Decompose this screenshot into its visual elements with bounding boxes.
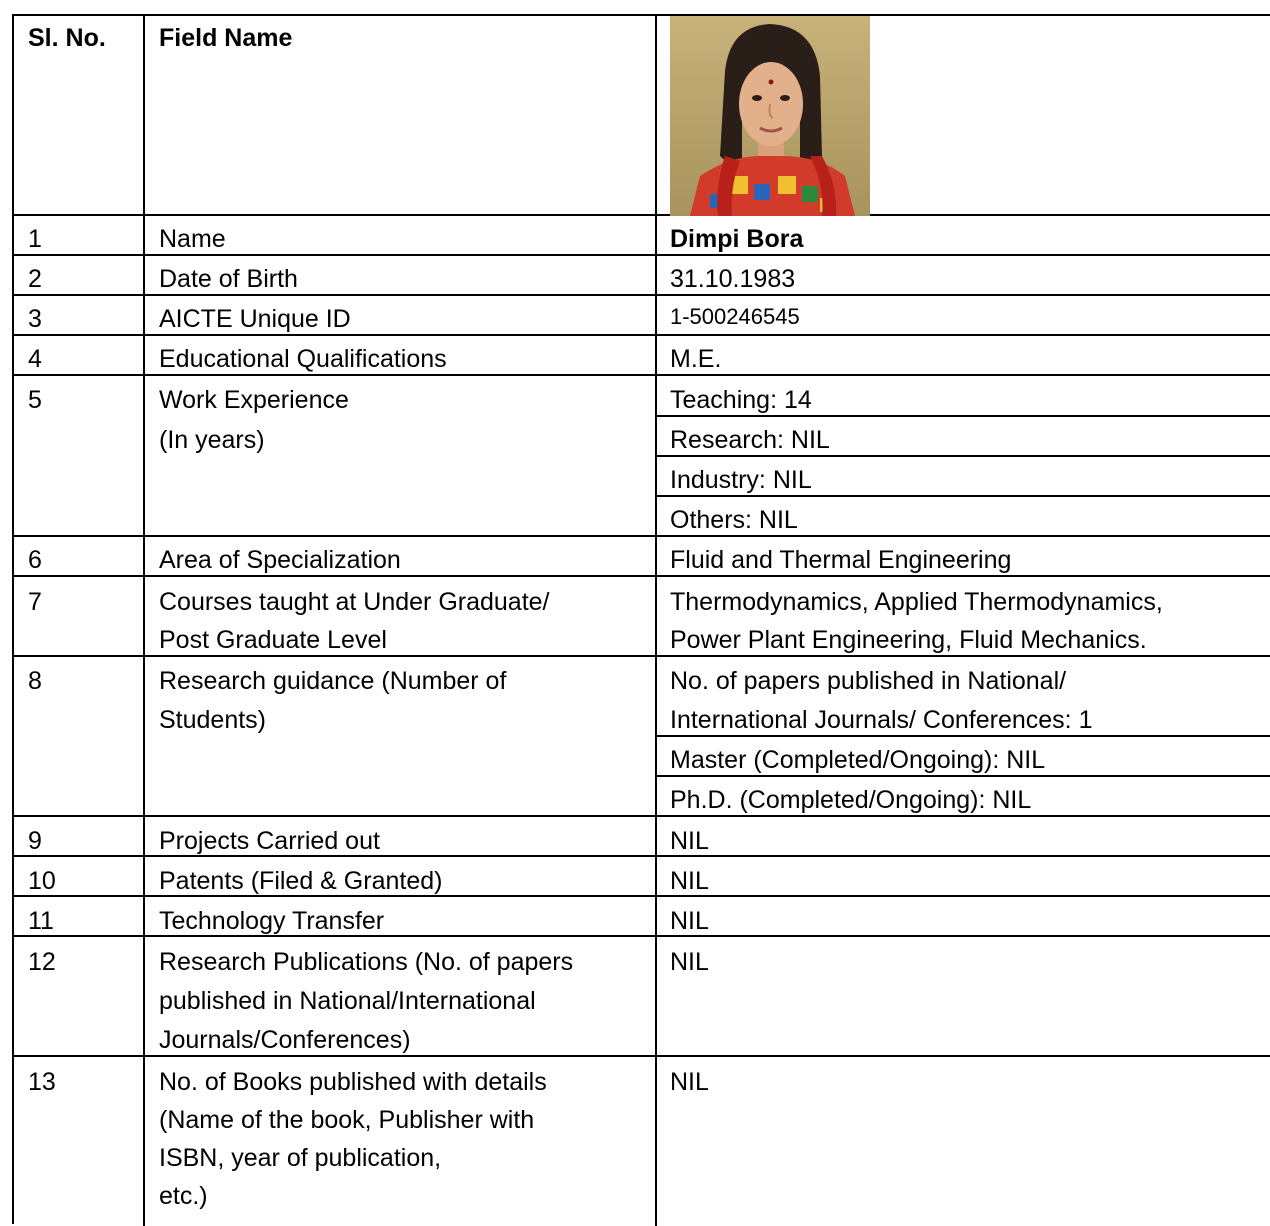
header-field-name: Field Name <box>159 24 293 52</box>
row-6-field: Area of Specialization <box>159 546 401 574</box>
row-13-field-line-3: ISBN, year of publication, <box>159 1144 442 1172</box>
row-divider <box>14 214 1270 216</box>
row-12-no: 12 <box>28 948 56 976</box>
row-divider <box>14 815 1270 817</box>
row-2-no: 2 <box>28 265 42 293</box>
row-1-value: Dimpi Bora <box>670 225 804 253</box>
column-divider <box>143 16 145 1226</box>
row-11-no: 11 <box>28 907 54 935</box>
profile-table <box>12 14 1270 1224</box>
header-sl-no: Sl. No. <box>28 24 106 52</box>
row-8-field-line-2: Students) <box>159 706 267 734</box>
row-5-value-others: Others: NIL <box>670 506 798 534</box>
row-10-value: NIL <box>670 867 709 895</box>
row-7-field-line-1: Courses taught at Under Graduate/ <box>159 588 550 616</box>
row-10-no: 10 <box>28 867 56 895</box>
row-8-value-papers-2: International Journals/ Conferences: 1 <box>670 706 1093 734</box>
row-1-no: 1 <box>28 225 42 253</box>
row-10-field: Patents (Filed & Granted) <box>159 867 443 895</box>
row-4-value: M.E. <box>670 345 722 373</box>
row-8-value-master: Master (Completed/Ongoing): NIL <box>670 746 1046 774</box>
row-8-no: 8 <box>28 667 42 695</box>
row-2-value: 31.10.1983 <box>670 265 796 293</box>
row-13-no: 13 <box>28 1068 56 1096</box>
row-12-field-line-1: Research Publications (No. of papers <box>159 948 574 976</box>
row-5-field-line-2: (In years) <box>159 426 265 454</box>
row-5-value-teaching: Teaching: 14 <box>670 386 812 414</box>
row-8-field-line-1: Research guidance (Number of <box>159 667 507 695</box>
row-2-field: Date of Birth <box>159 265 298 293</box>
row-5-value-industry: Industry: NIL <box>670 466 812 494</box>
profile-photo <box>670 16 870 216</box>
row-6-no: 6 <box>28 546 42 574</box>
row-8-value-papers-1: No. of papers published in National/ <box>670 667 1067 695</box>
row-6-value: Fluid and Thermal Engineering <box>670 546 1012 574</box>
row-11-value: NIL <box>670 907 709 935</box>
row-9-field: Projects Carried out <box>159 827 380 855</box>
row-11-field: Technology Transfer <box>159 907 385 935</box>
row-8-value-phd: Ph.D. (Completed/Ongoing): NIL <box>670 786 1032 814</box>
row-9-no: 9 <box>28 827 42 855</box>
row-4-no: 4 <box>28 345 42 373</box>
row-1-field: Name <box>159 225 226 253</box>
row-5-no: 5 <box>28 386 42 414</box>
row-12-field-line-2: published in National/International <box>159 987 536 1015</box>
row-13-field-line-4: etc.) <box>159 1182 208 1210</box>
row-4-field: Educational Qualifications <box>159 345 447 373</box>
row-7-no: 7 <box>28 588 42 616</box>
row-7-field-line-2: Post Graduate Level <box>159 626 387 654</box>
row-3-field: AICTE Unique ID <box>159 305 351 333</box>
row-3-no: 3 <box>28 305 42 333</box>
portrait-image <box>670 16 870 216</box>
row-12-field-line-3: Journals/Conferences) <box>159 1026 411 1054</box>
row-13-value: NIL <box>670 1068 709 1096</box>
row-5-field-line-1: Work Experience <box>159 386 349 414</box>
row-7-value-line-2: Power Plant Engineering, Fluid Mechanics. <box>670 626 1147 654</box>
row-5-value-research: Research: NIL <box>670 426 830 454</box>
row-13-field-line-1: No. of Books published with details <box>159 1068 547 1096</box>
row-12-value: NIL <box>670 948 709 976</box>
column-divider <box>655 16 657 1226</box>
row-13-field-line-2: (Name of the book, Publisher with <box>159 1106 535 1134</box>
row-3-value: 1-500246545 <box>670 304 800 329</box>
row-9-value: NIL <box>670 827 709 855</box>
row-7-value-line-1: Thermodynamics, Applied Thermodynamics, <box>670 588 1163 616</box>
row-divider <box>14 535 1270 537</box>
